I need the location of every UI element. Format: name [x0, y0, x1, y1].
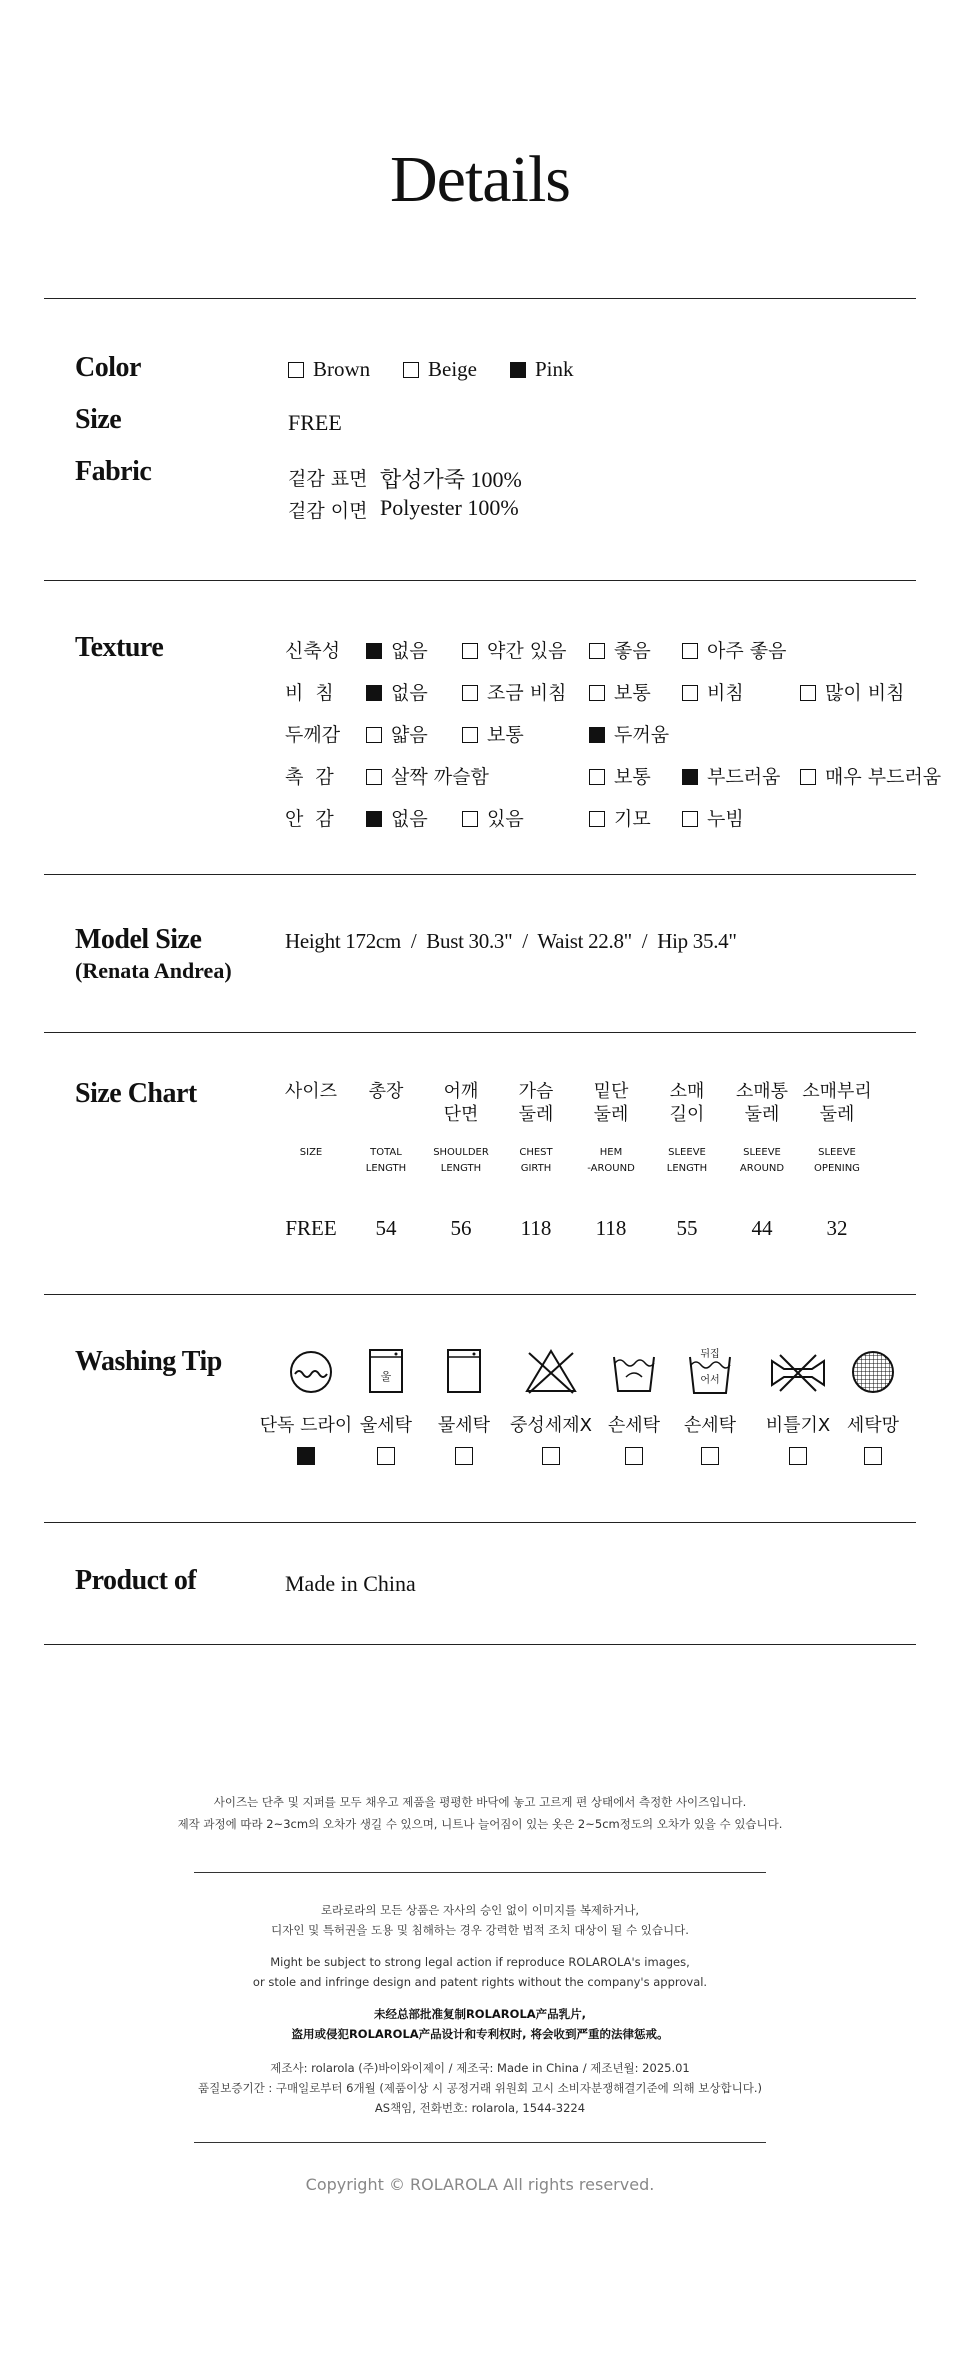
divider [44, 580, 916, 581]
size-chart-header: 밑단 둘레 [593, 1081, 629, 1125]
wash-label: 물세탁 [437, 1415, 491, 1436]
fabric-label: Fabric [75, 456, 152, 487]
wash-label: 중성세제X [510, 1415, 592, 1436]
texture-option: 매우 부드러움 [800, 762, 941, 789]
wash-checkbox [701, 1447, 719, 1465]
wash-checkbox [789, 1447, 807, 1465]
size-chart-value: 118 [595, 1216, 627, 1240]
checkbox [366, 769, 382, 785]
checkbox [682, 643, 698, 659]
size-chart-header: 소매 길이 [669, 1081, 705, 1125]
measure-note-2: 제작 과정에 따라 2~3cm의 오차가 생길 수 있으며, 니트나 늘어짐이 있는 옷은 2~5cm정도의 오차가 있을 수 있습니다. [177, 1817, 783, 1831]
size-chart-label: Size Chart [75, 1078, 197, 1109]
svg-text:어서: 어서 [700, 1375, 720, 1386]
fabric-part-2: 겉감 이면 [288, 500, 368, 522]
size-chart-subheader: SHOULDER LENGTH [433, 1147, 489, 1174]
texture-option: 좋음 [589, 636, 651, 663]
texture-option: 아주 좋음 [682, 636, 786, 663]
checkbox-checked [366, 685, 382, 701]
size-label: Size [75, 404, 122, 435]
wash-checkbox [455, 1447, 473, 1465]
hand-wash-inside-out-icon [670, 1347, 750, 1397]
checkbox [462, 811, 478, 827]
checkbox-checked [682, 769, 698, 785]
size-chart-subheader: SLEEVE AROUND [739, 1147, 785, 1174]
copyright-ko-2: 디자인 및 특허권을 도용 및 침해하는 경우 강력한 법적 조치 대상이 될 수 있습니다. [271, 1923, 689, 1937]
hand-wash-icon [594, 1347, 674, 1397]
measure-note-1: 사이즈는 단추 및 지퍼를 모두 채우고 제품을 평평한 바닥에 놓고 고르게 편 상태에서 측정한 사이즈입니다. [213, 1795, 747, 1809]
svg-text:울: 울 [380, 1370, 392, 1383]
checkbox [462, 727, 478, 743]
wash-label: 울세탁 [359, 1415, 413, 1436]
size-chart-header: 가슴 둘레 [518, 1081, 554, 1125]
checkbox [366, 727, 382, 743]
page-title: Details [390, 143, 570, 216]
texture-option: 비침 [682, 678, 744, 705]
origin-value: Made in China [285, 1571, 416, 1596]
size-chart-header: 소매통 둘레 [735, 1081, 789, 1125]
divider [44, 874, 916, 875]
machine-wash-icon [424, 1347, 504, 1397]
fabric-material-2: Polyester 100% [380, 495, 519, 520]
washing-tip-label: Washing Tip [75, 1346, 222, 1377]
size-chart-subheader: HEM -AROUND [587, 1147, 635, 1174]
model-measurements: Height 172cm / Bust 30.3" / Waist 22.8" / Hip 35.4" [285, 929, 737, 953]
wash-label: 비틀기X [765, 1415, 831, 1436]
model-name: (Renata Andrea) [75, 958, 232, 983]
wash-checkbox [377, 1447, 395, 1465]
copyright-footer: Copyright © ROLAROLA All rights reserved. [305, 2175, 655, 2194]
size-chart-value: 32 [826, 1216, 848, 1240]
texture-option: 없음 [366, 678, 428, 705]
divider [44, 298, 916, 299]
texture-option: 보통 [589, 678, 651, 705]
size-chart-value: FREE [285, 1216, 337, 1240]
checkbox-checked [589, 727, 605, 743]
wash-checkbox [542, 1447, 560, 1465]
maker-info-2: 품질보증기간 : 구매일로부터 6개월 (제품이상 시 공정거래 위원회 고시 소비자분쟁해결기준에 의해 보상합니다.) [198, 2081, 762, 2095]
copyright-en-1: Might be subject to strong legal action if reproduce ROLAROLA's images, [270, 1955, 690, 1969]
copyright-ko-1: 로라로라의 모든 상품은 자사의 승인 없이 이미지를 복제하거나, [320, 1903, 640, 1917]
divider [44, 1032, 916, 1033]
checkbox [462, 685, 478, 701]
copyright-zh-2: 盗用或侵犯ROLAROLA产品设计和专利权时, 将会收到严重的法律惩戒。 [291, 2027, 669, 2041]
model-label: Model Size [75, 924, 202, 955]
texture-option: 조금 비침 [462, 678, 566, 705]
checkbox [800, 769, 816, 785]
product-of-label: Product of [75, 1565, 197, 1596]
checkbox [682, 685, 698, 701]
copyright-en-2: or stole and infringe design and patent rights without the company's approval. [252, 1975, 708, 1989]
checkbox-checked [366, 643, 382, 659]
checkbox [589, 811, 605, 827]
maker-info-1: 제조사: rolarola (주)바이와이제이 / 제조국: Made in China / 제조년월: 2025.01 [270, 2061, 690, 2075]
texture-option: 많이 비침 [800, 678, 904, 705]
size-value: FREE [288, 410, 342, 435]
divider [44, 1644, 916, 1645]
texture-row-label: 두께감 [285, 724, 341, 746]
checkbox [288, 362, 304, 378]
no-wring-icon [758, 1347, 838, 1397]
color-option-pink: Pink [510, 357, 574, 382]
texture-option: 없음 [366, 636, 428, 663]
checkbox [589, 769, 605, 785]
size-chart-value: 44 [751, 1216, 773, 1240]
texture-row-label: 신축성 [285, 640, 341, 662]
checkbox-checked [510, 362, 526, 378]
fabric-material-1: 합성가죽 100% [380, 467, 522, 492]
checkbox [589, 643, 605, 659]
texture-row-label: 비 침 [285, 682, 334, 704]
size-chart-value: 56 [450, 1216, 472, 1240]
checkbox [800, 685, 816, 701]
size-chart-header: 어깨 단면 [443, 1081, 479, 1125]
wash-label: 손세탁 [607, 1415, 661, 1436]
laundry-net-icon [833, 1347, 913, 1397]
texture-label: Texture [75, 632, 164, 663]
wash-checkbox [625, 1447, 643, 1465]
wash-checkbox [864, 1447, 882, 1465]
checkbox [403, 362, 419, 378]
svg-text:뒤집: 뒤집 [700, 1349, 720, 1360]
copyright-zh-1: 未经总部批准复制ROLAROLA产品乳片, [373, 2007, 587, 2021]
size-chart-header: 사이즈 [284, 1081, 338, 1102]
divider [194, 2142, 766, 2143]
divider [194, 1872, 766, 1873]
size-chart-subheader: SLEEVE LENGTH [666, 1147, 708, 1174]
size-chart-subheader: SLEEVE OPENING [814, 1147, 860, 1174]
divider [44, 1522, 916, 1523]
texture-option: 없음 [366, 804, 428, 831]
wash-checkbox-checked [297, 1447, 315, 1465]
size-chart-header: 소매부리 둘레 [802, 1081, 872, 1125]
texture-option: 부드러움 [682, 762, 780, 789]
size-chart-value: 55 [676, 1216, 698, 1240]
checkbox [462, 643, 478, 659]
wash-label: 손세탁 [683, 1415, 737, 1436]
texture-option: 얇음 [366, 720, 428, 747]
wool-wash-icon [346, 1347, 426, 1397]
color-option-brown: Brown [288, 357, 370, 382]
size-chart-subheader: TOTAL LENGTH [365, 1147, 407, 1174]
wash-label: 단독 드라이 [259, 1415, 353, 1436]
maker-info-3: AS책임, 전화번호: rolarola, 1544-3224 [374, 2101, 586, 2115]
texture-option: 두꺼움 [589, 720, 669, 747]
wash-label: 세탁망 [846, 1415, 900, 1436]
no-bleach-icon [511, 1347, 591, 1397]
texture-option: 있음 [462, 804, 524, 831]
texture-option: 기모 [589, 804, 651, 831]
checkbox [589, 685, 605, 701]
checkbox [682, 811, 698, 827]
color-label: Color [75, 352, 141, 383]
divider [44, 1294, 916, 1295]
texture-row-label: 안 감 [285, 808, 334, 830]
fabric-part-1: 겉감 표면 [288, 468, 368, 490]
size-chart-value: 54 [375, 1216, 397, 1240]
size-chart-header: 총장 [368, 1081, 404, 1102]
size-chart-subheader: CHEST GIRTH [519, 1147, 553, 1174]
texture-option: 보통 [589, 762, 651, 789]
dry-clean-icon [271, 1347, 351, 1397]
texture-option: 누빔 [682, 804, 744, 831]
texture-option: 약간 있음 [462, 636, 566, 663]
size-chart-subheader: SIZE [299, 1147, 323, 1158]
texture-row-label: 촉 감 [285, 766, 334, 788]
checkbox-checked [366, 811, 382, 827]
size-chart-value: 118 [520, 1216, 552, 1240]
color-option-beige: Beige [403, 357, 477, 382]
texture-option: 보통 [462, 720, 524, 747]
texture-option: 살짝 까슬함 [366, 762, 489, 789]
